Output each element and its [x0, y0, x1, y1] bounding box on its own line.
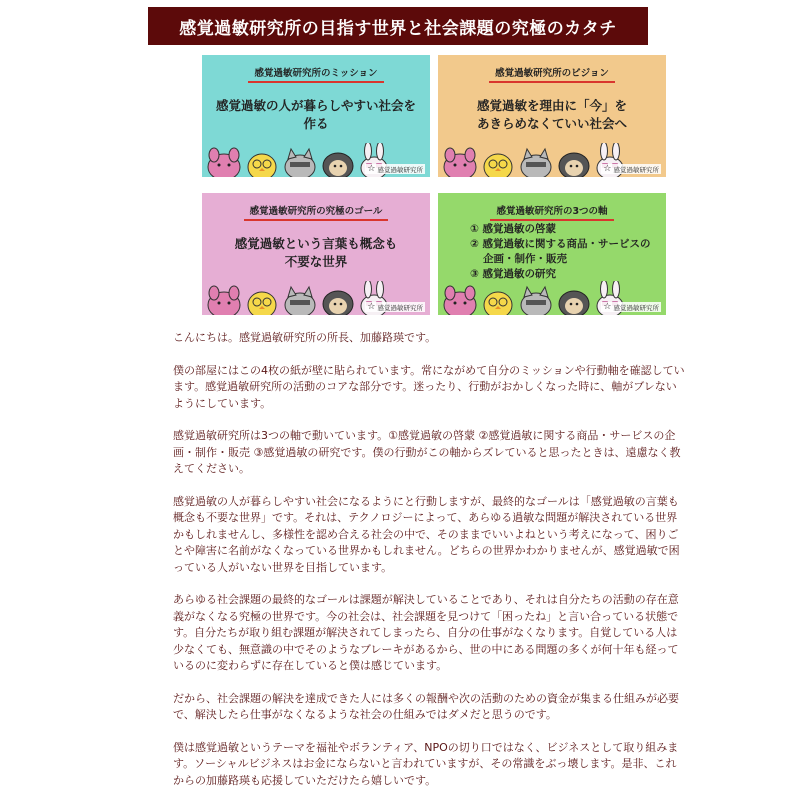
brand-logo: ☆ 感覚過敏研究所 [603, 164, 659, 174]
paragraph: あらゆる社会課題の最終的なゴールは課題が解決していることであり、それは自分たちの活動の存在意義がなくなる究極の世界です。今の社会は、社会課題を見つけて「困ったね」と言い合っている状態です。自分たちが取り組む課題が解決されてしまったら、自分の仕事がなくなります。自覚している人は少なくても、無意識の中でそのようなブレーキがあるから、世の中にある問題の多くが何十年も経っているのに変わらずに存在していると僕は感じています。 [173, 593, 679, 672]
goal-card [202, 193, 430, 315]
paragraph: 僕の部屋にはこの4枚の紙が壁に貼られています。常にながめて自分のミッションや行動軸を確認しています。感覚過敏研究所の活動のコアな部分です。迷ったり、行動がおかしくなった時に、軸がブレないようにしています。 [173, 363, 685, 410]
paragraph: だから、社会課題の解決を達成できた人には多くの報酬や次の活動のための資金が集まる仕組みが必要で、解決したら仕事がなくなるような社会の仕組みではダメだと思うのです。 [173, 691, 679, 721]
brand-logo: ☆ 感覚過敏研究所 [367, 302, 423, 312]
paragraph: 感覚過敏研究所は3つの軸で動いています。①感覚過敏の啓蒙 ②感覚過敏に関する商品・サービスの企画・制作・販売 ③感覚過敏の研究です。僕の行動がこの軸からズレていると思ったときは、遠慮なく教えてください。 [173, 429, 681, 475]
list-item: 企画・制作・販売 [483, 253, 567, 265]
list-item: ① 感覚過敏の啓蒙 [470, 222, 557, 235]
three-axes-card-tag: 感覚過敏研究所の3つの軸 [490, 203, 613, 221]
mission-card-body: 感覚過敏の人が暮らしやすい社会を作る [215, 97, 416, 131]
page-title: 感覚過敏研究所の目指す世界と社会課題の究極のカタチ [179, 18, 617, 39]
vision-card-tag: 感覚過敏研究所のビジョン [489, 65, 615, 83]
list-item: ② 感覚過敏に関する商品・サービスの [470, 237, 651, 250]
mission-card-tag: 感覚過敏研究所のミッション [248, 65, 383, 83]
star-icon: ☆ [367, 164, 376, 174]
star-icon: ☆ [603, 302, 612, 312]
vision-card [438, 55, 666, 177]
brand-logo: ☆ 感覚過敏研究所 [367, 164, 423, 174]
goal-card-tag: 感覚過敏研究所の究極のゴール [244, 203, 389, 221]
paragraph: 感覚過敏の人が暮らしやすい社会になるようにと行動しますが、最終的なゴールは「感覚過敏の言葉も概念も不要な世界」です。それは、テクノロジーによって、あらゆる過敏な問題が解決されている世界かもしれませんし、多様性を認め合える社会の中で、そのままでいいよねという考えになって、困りごとや障害に名前がなくなっている世界かもしれません。どちらの世界かわかりませんが、感覚過敏で困っている人がいない世界を目指しています。 [173, 494, 680, 574]
three-axes-card [438, 193, 666, 315]
vision-card-body: 感覚過敏を理由に「今」を あきらめなくていい社会へ [476, 97, 627, 131]
goal-card-body: 感覚過敏という言葉も概念も 不要な世界 [234, 235, 398, 269]
brand-logo: ☆ 感覚過敏研究所 [603, 302, 659, 312]
mission-card [202, 55, 430, 177]
article-body [173, 330, 685, 805]
star-icon: ☆ [603, 164, 612, 174]
star-icon: ☆ [367, 302, 376, 312]
list-item: ③ 感覚過敏の研究 [470, 268, 557, 281]
paragraph: 僕は感覚過敏というテーマを福祉やボランティア、NPOの切り口ではなく、ビジネスとして取り組みます。ソーシャルビジネスはお金にならないと言われていますが、その常識をぶっ壊します。是非、これからの加藤路瑛も応援していただけたら嬉しいです。 [173, 740, 679, 787]
page-header [148, 7, 648, 45]
paragraph: こんにちは。感覚過敏研究所の所長、加藤路瑛です。 [173, 331, 437, 344]
three-axes-list [448, 223, 656, 281]
